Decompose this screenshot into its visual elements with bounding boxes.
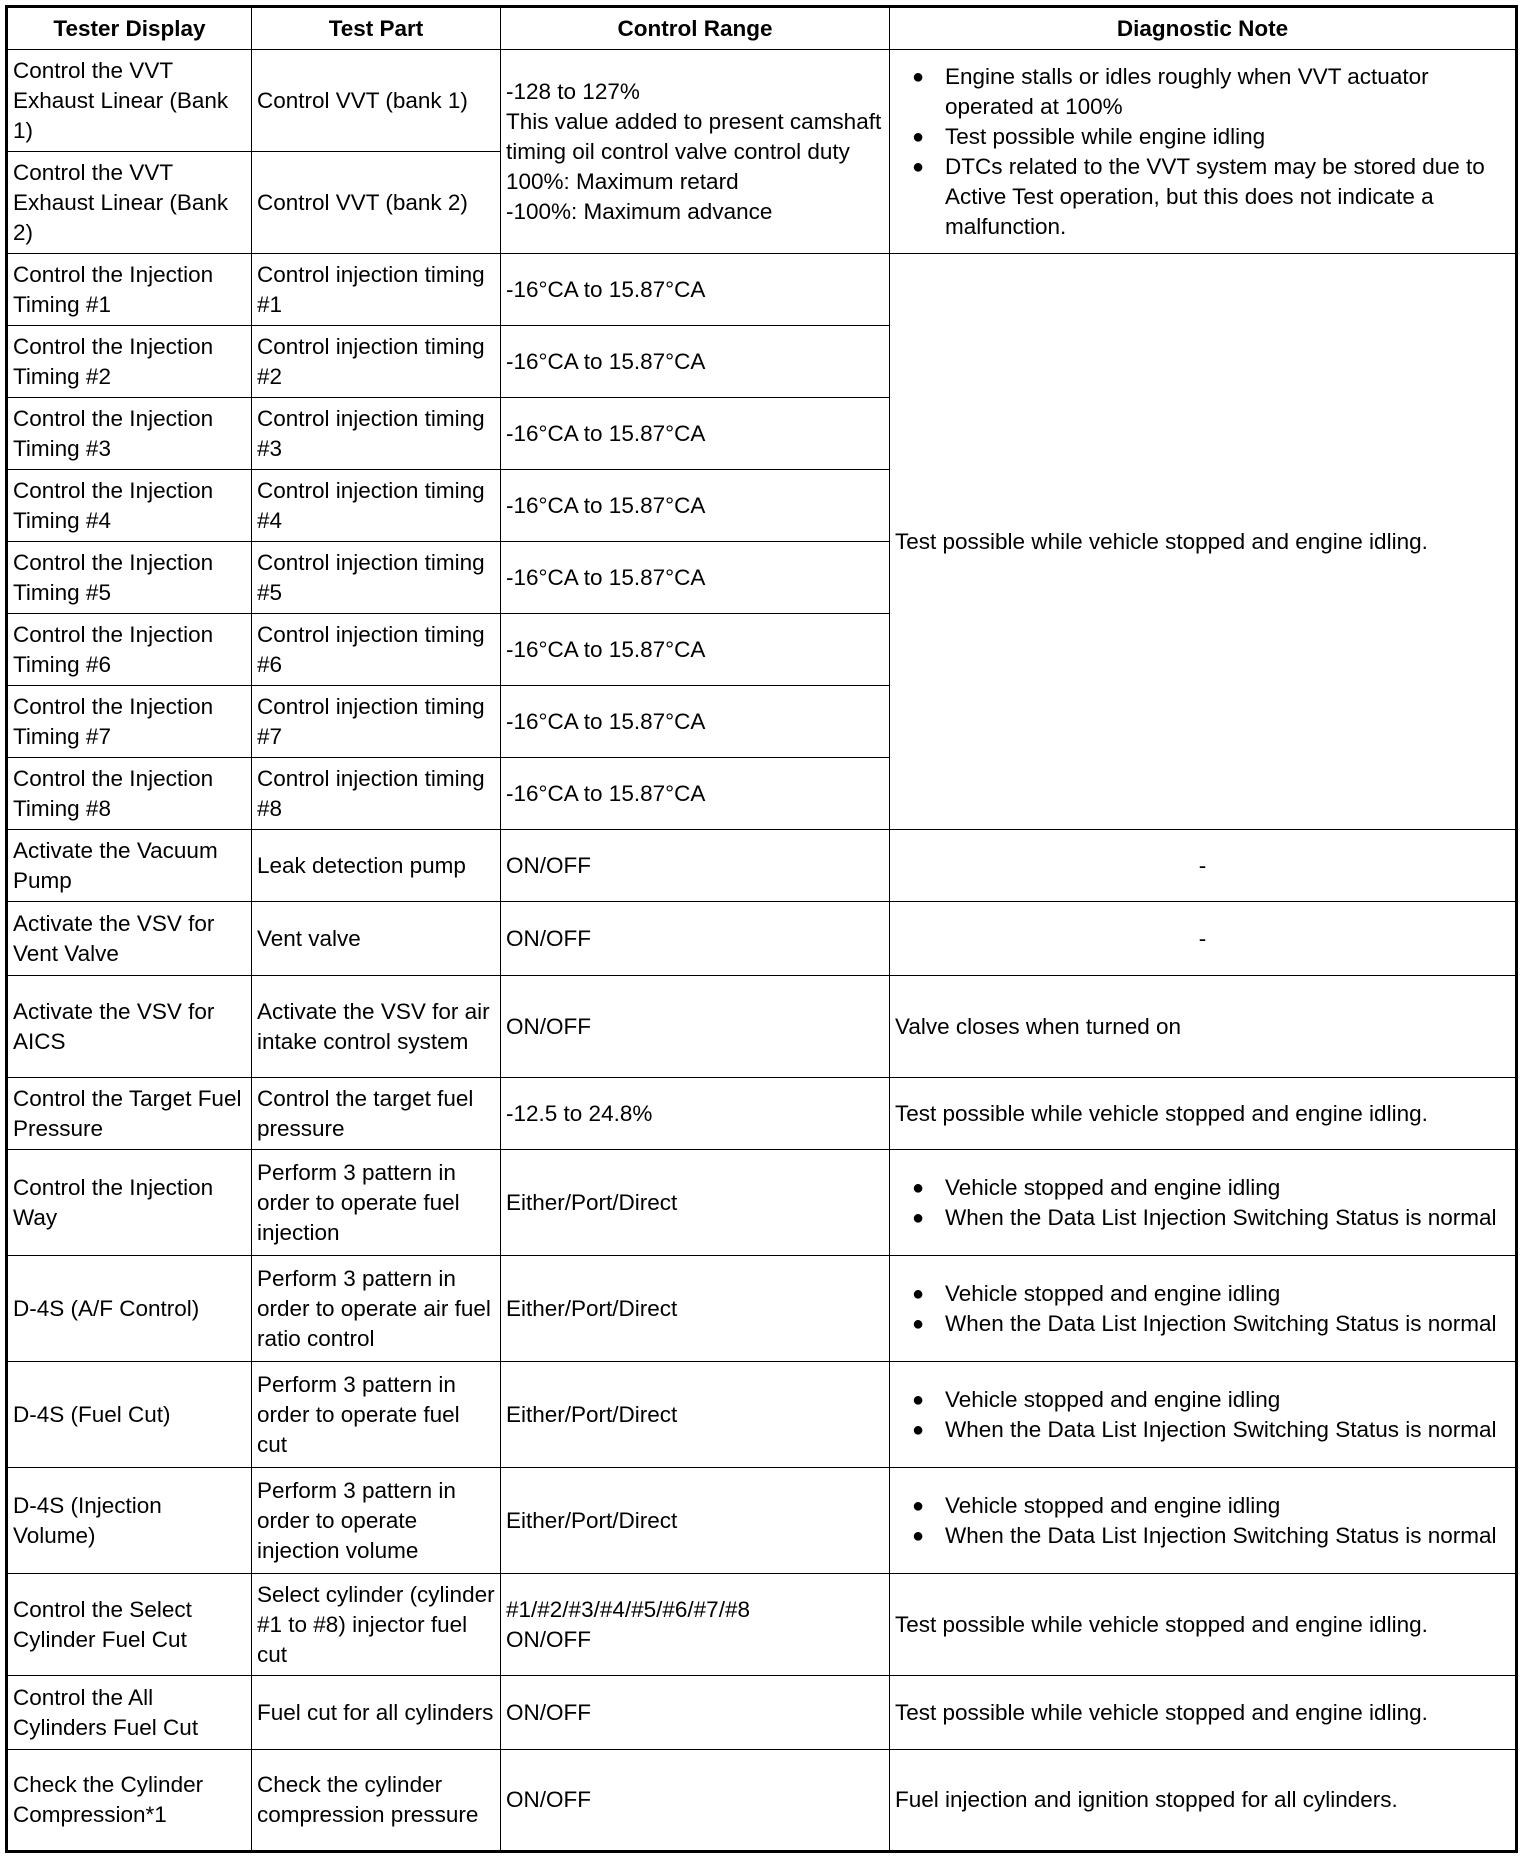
control-range-cell (501, 50, 890, 254)
test-part-cell: Control injection timing #4 (252, 470, 501, 542)
diagnostic-note-cell: Test possible while vehicle stopped and engine idling. (890, 1078, 1517, 1150)
test-part-cell: Control injection timing #1 (252, 254, 501, 326)
diagnostic-note-item: ● When the Data List Injection Switching Status is normal (895, 1521, 1510, 1551)
control-range-cell (501, 1750, 890, 1852)
diagnostic-note-cell (890, 1256, 1517, 1362)
table-body (7, 50, 1517, 1852)
diagnostic-note-item: ● Vehicle stopped and engine idling (895, 1173, 1510, 1203)
table-row (7, 1676, 1517, 1750)
tester-display-cell: D-4S (A/F Control) (7, 1256, 252, 1362)
tester-display-cell: D-4S (Fuel Cut) (7, 1362, 252, 1468)
table-row (7, 1574, 1517, 1676)
control-range-line: -16°CA to 15.87°CA (506, 492, 706, 518)
control-range-line: -16°CA to 15.87°CA (506, 636, 706, 662)
control-range-cell (501, 470, 890, 542)
test-part-cell: Control VVT (bank 2) (252, 152, 501, 254)
control-range-cell (501, 830, 890, 902)
control-range-line: 100%: Maximum retard (506, 168, 739, 194)
diagnostic-note-item: ● When the Data List Injection Switching Status is normal (895, 1309, 1510, 1339)
test-part-cell: Control the target fuel pressure (252, 1078, 501, 1150)
control-range-cell (501, 398, 890, 470)
tester-display-cell: Control the VVT Exhaust Linear (Bank 1) (7, 50, 252, 152)
table-row (7, 1468, 1517, 1574)
tester-display-cell: Control the Injection Timing #1 (7, 254, 252, 326)
tester-display-cell: Check the Cylinder Compression*1 (7, 1750, 252, 1852)
control-range-cell (501, 976, 890, 1078)
tester-display-cell: Control the Injection Timing #8 (7, 758, 252, 830)
table-row (7, 830, 1517, 902)
control-range-cell (501, 1078, 890, 1150)
control-range-line: -128 to 127% (506, 78, 640, 104)
diagnostic-note-cell (890, 1150, 1517, 1256)
test-part-cell: Select cylinder (cylinder #1 to #8) injector fuel cut (252, 1574, 501, 1676)
test-part-cell: Control injection timing #8 (252, 758, 501, 830)
diagnostic-note-list (895, 62, 1510, 242)
diagnostic-note-cell (890, 1362, 1517, 1468)
test-part-cell: Check the cylinder compression pressure (252, 1750, 501, 1852)
diagnostic-note-cell: Valve closes when turned on (890, 976, 1517, 1078)
control-range-cell (501, 758, 890, 830)
tester-display-cell: Control the Injection Timing #5 (7, 542, 252, 614)
control-range-line: -16°CA to 15.87°CA (506, 564, 706, 590)
control-range-line: -16°CA to 15.87°CA (506, 276, 706, 302)
control-range-line: ON/OFF (506, 852, 591, 878)
table-row (7, 1078, 1517, 1150)
tester-display-cell: D-4S (Injection Volume) (7, 1468, 252, 1574)
control-range-cell (501, 1676, 890, 1750)
control-range-cell (501, 902, 890, 976)
control-range-cell (501, 686, 890, 758)
tester-display-cell: Control the Injection Timing #6 (7, 614, 252, 686)
control-range-cell (501, 254, 890, 326)
control-range-cell (501, 1362, 890, 1468)
diagnostic-note-item: ● Vehicle stopped and engine idling (895, 1491, 1510, 1521)
test-part-cell: Control injection timing #3 (252, 398, 501, 470)
test-part-cell: Perform 3 pattern in order to operate fuel injection (252, 1150, 501, 1256)
diagnostic-note-item: ● Vehicle stopped and engine idling (895, 1385, 1510, 1415)
diagnostic-note-cell (890, 1468, 1517, 1574)
control-range-line: -16°CA to 15.87°CA (506, 708, 706, 734)
diagnostic-note-list (895, 1491, 1510, 1551)
tester-display-cell: Control the Injection Timing #3 (7, 398, 252, 470)
tester-display-cell: Control the Injection Way (7, 1150, 252, 1256)
control-range-line: Either/Port/Direct (506, 1295, 678, 1321)
table-row (7, 50, 1517, 152)
control-range-line: ON/OFF (506, 1013, 591, 1039)
control-range-cell (501, 1574, 890, 1676)
control-range-line: #1/#2/#3/#4/#5/#6/#7/#8 (506, 1596, 750, 1622)
table-row (7, 1750, 1517, 1852)
diagnostic-note-list (895, 1385, 1510, 1445)
control-range-cell (501, 1150, 890, 1256)
header-diagnostic-note: Diagnostic Note (890, 7, 1517, 50)
diagnostic-note-cell: Test possible while vehicle stopped and engine idling. (890, 1574, 1517, 1676)
diagnostic-note-cell: - (890, 902, 1517, 976)
test-part-cell: Perform 3 pattern in order to operate fuel cut (252, 1362, 501, 1468)
diagnostic-note-item: ● When the Data List Injection Switching Status is normal (895, 1415, 1510, 1445)
table-row (7, 254, 1517, 326)
diagnostic-note-list (895, 1173, 1510, 1233)
tester-display-cell: Activate the VSV for AICS (7, 976, 252, 1078)
table-row (7, 1150, 1517, 1256)
tester-display-cell: Control the VVT Exhaust Linear (Bank 2) (7, 152, 252, 254)
tester-display-cell: Control the Injection Timing #4 (7, 470, 252, 542)
test-part-cell: Perform 3 pattern in order to operate injection volume (252, 1468, 501, 1574)
control-range-line: This value added to present camshaft timing oil control valve control duty (506, 108, 882, 164)
control-range-line: -16°CA to 15.87°CA (506, 780, 706, 806)
tester-display-cell: Control the All Cylinders Fuel Cut (7, 1676, 252, 1750)
diagnostic-note-cell: Test possible while vehicle stopped and engine idling. (890, 1676, 1517, 1750)
test-part-cell: Control injection timing #5 (252, 542, 501, 614)
test-part-cell: Control injection timing #6 (252, 614, 501, 686)
tester-display-cell: Control the Injection Timing #2 (7, 326, 252, 398)
control-range-line: ON/OFF (506, 1699, 591, 1725)
table-row (7, 1256, 1517, 1362)
diagnostic-note-item: ● When the Data List Injection Switching Status is normal (895, 1203, 1510, 1233)
diagnostic-note-item: ● Vehicle stopped and engine idling (895, 1279, 1510, 1309)
control-range-line: Either/Port/Direct (506, 1507, 678, 1533)
tester-display-cell: Control the Target Fuel Pressure (7, 1078, 252, 1150)
header-row (7, 7, 1517, 50)
test-part-cell: Vent valve (252, 902, 501, 976)
diagnostic-note-item: ● Test possible while engine idling (895, 122, 1510, 152)
diagnostic-note-cell: Test possible while vehicle stopped and engine idling. (890, 254, 1517, 830)
control-range-line: ON/OFF (506, 925, 591, 951)
tester-display-cell: Control the Injection Timing #7 (7, 686, 252, 758)
test-part-cell: Fuel cut for all cylinders (252, 1676, 501, 1750)
control-range-line: Either/Port/Direct (506, 1401, 678, 1427)
control-range-cell (501, 1256, 890, 1362)
control-range-line: -12.5 to 24.8% (506, 1100, 653, 1126)
test-part-cell: Control injection timing #2 (252, 326, 501, 398)
diagnostic-note-cell (890, 50, 1517, 254)
tester-display-cell: Activate the Vacuum Pump (7, 830, 252, 902)
diagnostic-note-cell: - (890, 830, 1517, 902)
control-range-cell (501, 326, 890, 398)
diagnostic-note-item: ● Engine stalls or idles roughly when VVT actuator operated at 100% (895, 62, 1510, 122)
header-tester-display: Tester Display (7, 7, 252, 50)
active-test-table (5, 5, 1518, 1853)
test-part-cell: Control VVT (bank 1) (252, 50, 501, 152)
test-part-cell: Activate the VSV for air intake control system (252, 976, 501, 1078)
header-test-part: Test Part (252, 7, 501, 50)
test-part-cell: Control injection timing #7 (252, 686, 501, 758)
control-range-cell (501, 542, 890, 614)
table-row (7, 902, 1517, 976)
control-range-line: Either/Port/Direct (506, 1189, 678, 1215)
test-part-cell: Leak detection pump (252, 830, 501, 902)
control-range-line: -16°CA to 15.87°CA (506, 348, 706, 374)
diagnostic-note-list (895, 1279, 1510, 1339)
diagnostic-note-cell: Fuel injection and ignition stopped for all cylinders. (890, 1750, 1517, 1852)
control-range-line: -16°CA to 15.87°CA (506, 420, 706, 446)
test-part-cell: Perform 3 pattern in order to operate air fuel ratio control (252, 1256, 501, 1362)
control-range-cell (501, 1468, 890, 1574)
diagnostic-note-item: ● DTCs related to the VVT system may be stored due to Active Test operation, but this does not indicate a malfunction. (895, 152, 1510, 242)
control-range-line: -100%: Maximum advance (506, 198, 773, 224)
control-range-line: ON/OFF (506, 1626, 591, 1652)
header-control-range: Control Range (501, 7, 890, 50)
table-row (7, 1362, 1517, 1468)
control-range-line: ON/OFF (506, 1787, 591, 1812)
tester-display-cell: Control the Select Cylinder Fuel Cut (7, 1574, 252, 1676)
tester-display-cell: Activate the VSV for Vent Valve (7, 902, 252, 976)
control-range-cell (501, 614, 890, 686)
table-row (7, 976, 1517, 1078)
